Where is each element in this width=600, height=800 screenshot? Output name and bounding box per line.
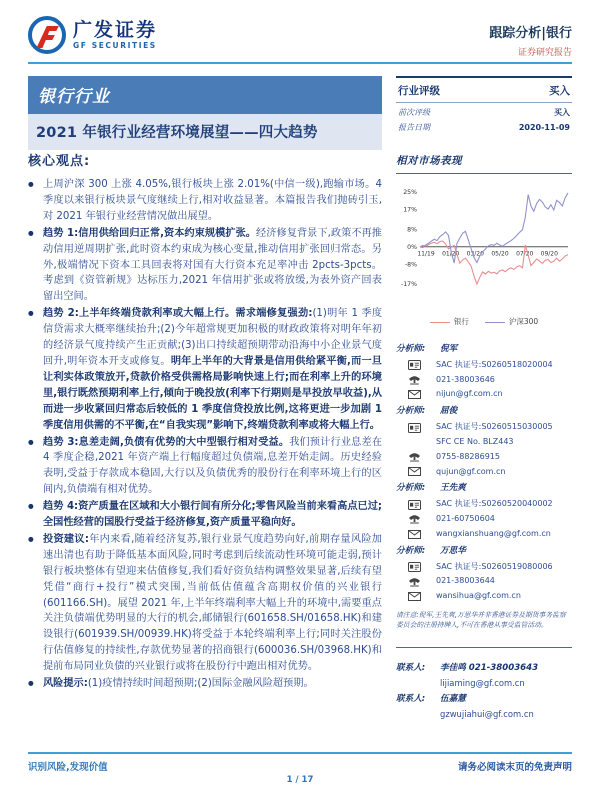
analyst-role-label: 分析师: <box>396 483 426 494</box>
bullet-text-segment: (1)疫情持续时间超预期;(2)国际金融风险超预期。 <box>87 678 314 690</box>
bullet-text-segment: 趋势 2:上半年终端贷款利率或大幅上行。需求端修复强劲: <box>43 308 313 320</box>
research-report-label: 证券研究报告 <box>517 48 572 58</box>
analyst-detail-text: 021-38003644 <box>436 576 495 586</box>
svg-text:09/20: 09/20 <box>540 250 558 258</box>
contact-list <box>396 662 572 721</box>
mail-icon <box>408 592 424 601</box>
legend-item <box>485 316 538 327</box>
page-title: 2021 年银行业经营环境展望——四大趋势 <box>28 114 382 150</box>
analyst-list <box>396 343 572 602</box>
contact-row <box>396 693 572 706</box>
contact-name: 伍嘉慧 <box>440 694 466 705</box>
analyst-detail-line <box>396 389 572 400</box>
contact-email: gzwujiahui@gf.com.cn <box>440 709 534 720</box>
gf-logo-icon <box>28 16 66 54</box>
rating-value: 买入 <box>549 85 570 97</box>
svg-text:01/20: 01/20 <box>442 250 460 258</box>
analyst-detail-line <box>396 360 572 371</box>
footer-disclaimer: 请务必阅读末页的免责声明 <box>457 762 572 773</box>
analyst-detail-line <box>396 576 572 587</box>
phone-icon <box>408 577 424 587</box>
analyst-role-label: 分析师: <box>396 344 426 354</box>
report-date-label: 报告日期 <box>398 123 430 132</box>
analyst-detail-line <box>396 437 572 448</box>
svg-text:8%: 8% <box>407 226 417 234</box>
svg-text:25%: 25% <box>403 189 417 197</box>
legend-label: 银行 <box>453 317 469 326</box>
relative-performance-chart <box>396 184 572 327</box>
svg-text:11/19: 11/19 <box>417 250 435 258</box>
svg-text:07/20: 07/20 <box>516 250 534 258</box>
brand-name-cn: 广发证券 <box>73 18 158 41</box>
license-card-icon <box>408 423 424 433</box>
analyst-detail-text: SAC 执证号:S0260518020004 <box>436 359 553 369</box>
chart-legend <box>396 316 572 327</box>
analyst-role-label: 分析师: <box>396 545 426 556</box>
analyst-row <box>396 405 572 418</box>
bullet-text-segment: 趋势 1:信用供给回归正常,资本约束规模扩张。 <box>43 227 257 239</box>
line-chart-canvas <box>396 184 572 312</box>
analyst-row <box>396 482 572 495</box>
mail-icon <box>408 390 424 399</box>
bullet-text-segment: (1)明年 1 季度信贷需求大概率继续抬升;(2)今年超常规更加积极的财政政策将对明年年初的经济景气度持续产生正贡献;(3)出口持续超预期带动沿海中小企业景气度回升,明年资本开支或修复。 <box>43 308 383 367</box>
mail-icon <box>408 530 424 539</box>
legend-key-line <box>430 322 450 323</box>
mail-icon <box>408 467 424 476</box>
analyst-row <box>396 343 572 356</box>
bullet-text-segment: 我们预计行业息差在 4 季度企稳,2021 年资产端上行幅度超过负债端,息差开始走阔。历史经验表明,受益于存款成本稳固,大行以及负债优秀的股份行在利率环境上行的区间内,负债端有相对优势。 <box>43 436 383 496</box>
analyst-detail-text: SAC 执证号:S0260515030005 <box>436 422 553 432</box>
bullet-text-segment: 明年上半年的大背景是信用供给紧平衡,而一旦让利实体政策放开,贷款价格受供需格局影响快速上行;而在利率上升的环境里,银行既然预期利率上行,倾向于晚投放(利率下行期则是早投放早收益),从而进一步收紧回归常态后较低的 1 季度信贷投放比例,这将更进一步加剧 1 季度信用供需的不平衡,在“自我实现”影响下,终端贷款利率或将大幅上行。 <box>43 355 382 431</box>
analyst-detail-text: 021-38003646 <box>436 374 495 384</box>
analyst-detail-line <box>396 591 572 602</box>
analyst-detail-line <box>396 452 572 463</box>
main-content <box>28 150 382 693</box>
core-view-heading: 核心观点: <box>28 154 91 169</box>
sidebar-divider <box>396 647 572 648</box>
svg-text:-17%: -17% <box>401 281 417 289</box>
bullet-text-segment: 风险提示: <box>43 678 88 690</box>
list-item <box>28 435 382 499</box>
svg-text:05/20: 05/20 <box>491 250 509 258</box>
analyst-name: 万思华 <box>440 545 466 556</box>
license-card-icon <box>408 500 424 510</box>
header-divider <box>28 62 572 64</box>
analyst-detail-line <box>396 514 572 525</box>
list-item <box>28 532 382 675</box>
page-number: 1 / 17 <box>286 775 314 785</box>
contact-role-label: 联系人: <box>396 662 426 673</box>
analyst-detail-text: wansihua@gf.com.cn <box>436 591 521 601</box>
list-item <box>28 177 382 225</box>
analyst-role-label: 分析师: <box>396 406 426 417</box>
analyst-detail-text: wangxianshuang@gf.com.cn <box>436 528 551 538</box>
bullet-text-segment: 趋势 3:息差走阔,负债有优势的大中型银行相对受益。 <box>43 436 290 448</box>
footer-divider <box>28 752 572 754</box>
analyst-detail-line <box>396 375 572 386</box>
svg-text:03/20: 03/20 <box>466 250 484 258</box>
bullet-text-segment: 趋势 4:资产质量在区域和大小银行间有所分化;零售风险当前来看高点已过;全国性经营的国股行受益于经济修复,资产质量平稳向好。 <box>43 501 382 529</box>
list-item <box>28 676 382 692</box>
report-date-value: 2020-11-09 <box>518 123 570 132</box>
svg-text:-8%: -8% <box>404 261 417 269</box>
industry-band: 银行行业 <box>28 76 382 114</box>
analyst-row <box>396 545 572 558</box>
report-type-label: 跟踪分析|银行 <box>489 26 572 41</box>
legend-label: 沪深300 <box>508 317 539 326</box>
list-item <box>28 226 382 306</box>
rating-label: 行业评级 <box>398 85 440 97</box>
footer-slogan: 识别风险,发现价值 <box>28 762 108 773</box>
bullet-text-segment: 年内来看,随着经济复苏,银行业景气度趋势向好,前期存量风险加速出清也有助于降低基本面风险,同时考虑到后续流动性环境可能走弱,预计银行板块整体有望迎来估值修复,我们看好资负结构调整效果显著,后续有望凭借“商行+投行”模式突围,当前低估值蕴含高期权价值的兴业银行(601166.SH)。展望 2021 年,上半年终端利率大幅上升的环境中,需要重点关注负债端优势明显的大行的机会,邮储银行(601658.SH/01658.HK)和建设银行(601939.SH/00939.HK)将受益于本轮终端利率上行;同时关注股份行估值修复的持续性,存款优势显著的招商银行(600036.SH/03968.HK)和提前布局同业负债的兴业银行或将在股份行中跑出相对优势。 <box>43 533 382 673</box>
bullet-list <box>28 177 382 692</box>
analyst-detail-text: 021-60750604 <box>436 514 495 524</box>
sidebar <box>396 76 572 721</box>
bullet-text-segment: 上周沪深 300 上涨 4.05%,银行板块上涨 2.01%(中信一级),跑输市场。4 季度以来银行板块景气度继续上行,相对收益显著。本篇报告我们抛砖引玉,对 2021 年银行业经营情况做出展望。 <box>43 179 382 222</box>
svg-text:17%: 17% <box>403 206 417 214</box>
contact-row <box>396 662 572 675</box>
phone-icon <box>408 452 424 462</box>
legend-key-line <box>485 322 505 323</box>
analyst-detail-line <box>396 467 572 478</box>
contact-name: 李佳鸣 021-38003643 <box>440 662 539 673</box>
rating-table <box>396 76 572 133</box>
list-item <box>28 499 382 531</box>
bullet-text-segment: 经济修复背景下,政策不再推动信用逆周期扩张,此时资本约束成为核心变量,推动信用扩张回归常态。另外,极端情况下资本工具回表将对国有大行资本充足率冲击 2pcts-3pcts。考虑到《资管新规》达标压力,2021 年信用扩张或将放缓,为表外资产回表留出空间。 <box>43 227 382 303</box>
gf-securities-logo <box>28 16 157 54</box>
analyst-detail-text: qujun@gf.com.cn <box>436 466 506 476</box>
prev-rating-value: 买入 <box>554 108 570 117</box>
analyst-detail-line <box>396 529 572 540</box>
contact-role-label: 联系人: <box>396 694 426 705</box>
analyst-detail-text: SAC 执证号:S0260520040002 <box>436 499 553 509</box>
contact-email: lijiaming@gf.com.cn <box>440 677 525 688</box>
analyst-detail-text: SFC CE No. BLZ443 <box>436 436 514 446</box>
license-card-icon <box>408 360 424 370</box>
analyst-name: 倪军 <box>440 344 458 354</box>
analyst-detail-text: 0755-88286915 <box>436 451 500 461</box>
analyst-name: 屈俊 <box>440 406 458 417</box>
analyst-detail-text: SAC 执证号:S0260519080006 <box>436 561 553 571</box>
chart-title: 相对市场表现 <box>396 153 572 174</box>
brand-name-en: GF SECURITIES <box>73 41 157 51</box>
legend-item <box>430 316 469 327</box>
svg-text:0%: 0% <box>407 243 417 251</box>
phone-icon <box>408 514 424 524</box>
analyst-detail-line <box>396 422 572 433</box>
prev-rating-label: 前次评级 <box>398 108 430 117</box>
analyst-license-note: 请注意:倪军,王先爽,万思华并非香港证券及期货事务监察委员会的注册持牌人,不可在香港从事受监管活动。 <box>396 610 566 630</box>
list-item <box>28 306 382 433</box>
analyst-detail-line <box>396 562 572 573</box>
license-card-icon <box>408 562 424 572</box>
bullet-text-segment: 投资建议: <box>43 533 89 545</box>
analyst-name: 王先爽 <box>440 483 466 494</box>
analyst-detail-line <box>396 499 572 510</box>
analyst-detail-text: nijun@gf.com.cn <box>436 389 503 399</box>
phone-icon <box>408 375 424 385</box>
